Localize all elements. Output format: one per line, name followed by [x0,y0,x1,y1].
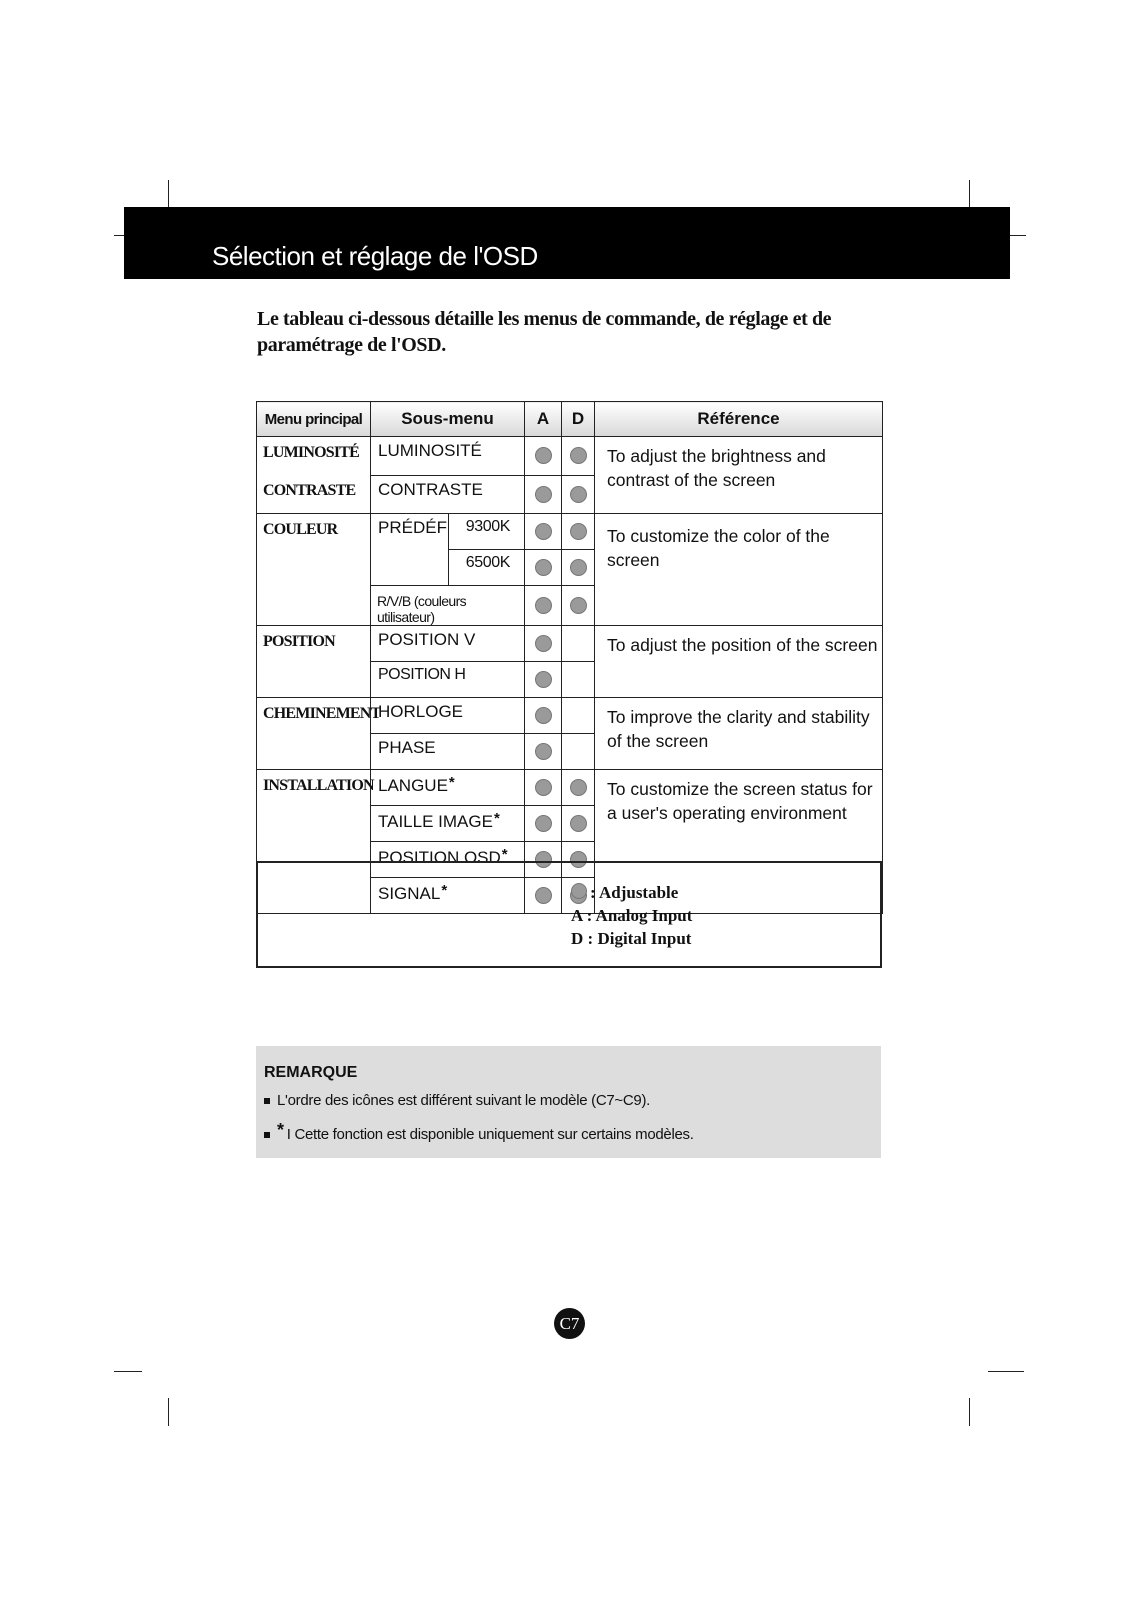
cell-d-langue [562,770,595,806]
legend-adjustable-label: : Adjustable [590,883,679,902]
adjustable-dot-icon [535,486,552,503]
cell-a-langue [525,770,562,806]
cell-d-position-h [562,662,595,698]
cell-a-luminosite [525,437,562,476]
cell-a-horloge [525,698,562,734]
adjustable-dot-icon [535,815,552,832]
remark-item-text: L'ordre des icônes est différent suivant le modèle (C7~C9). [277,1092,651,1109]
cell-d-contraste [562,475,595,514]
submenu-langue [371,770,525,806]
osd-table [256,401,883,914]
cell-a-phase [525,734,562,770]
submenu-langue-label: LANGUE [378,776,448,795]
main-menu-position: POSITION [257,626,371,698]
submenu-horloge: HORLOGE [371,698,525,734]
remark-item-text: I Cette fonction est disponible uniquement sur certains modèles. [286,1126,694,1143]
reference-tracking: To improve the clarity and stability of the screen [595,698,883,770]
reference-color: To customize the color of the screen [595,514,883,626]
asterisk-mark: * [501,846,508,863]
legend-adjustable [571,881,692,904]
submenu-predef: PRÉDÉF [371,514,449,586]
legend-lines [571,881,692,950]
cell-d-phase [562,734,595,770]
crop-mark [969,1398,970,1426]
adjustable-dot-icon [535,707,552,724]
crop-mark [168,1398,169,1426]
submenu-position-osd-label: POSITION OSD [378,848,501,867]
crop-mark [114,1371,142,1372]
cell-a-rvb [525,586,562,626]
crop-mark [988,1371,1024,1372]
main-menu-cheminement: CHEMINEMENT [257,698,371,770]
adjustable-dot-icon [570,597,587,614]
header-digital: D [562,402,595,437]
submenu-6500k: 6500K [449,550,525,586]
submenu-contraste: CONTRASTE [371,475,525,514]
adjustable-dot-icon [535,559,552,576]
adjustable-dot-icon [570,559,587,576]
submenu-signal-label: SIGNAL [378,884,441,903]
header-main-menu: Menu principal [257,402,371,437]
main-menu-contraste: CONTRASTE [257,475,371,514]
header-reference: Référence [595,402,883,437]
asterisk-mark: * [277,1120,284,1140]
title-bar [124,207,1010,279]
cell-d-luminosite [562,437,595,476]
submenu-phase: PHASE [371,734,525,770]
adjustable-dot-icon [535,447,552,464]
submenu-luminosite: LUMINOSITÉ [371,437,525,476]
cell-a-position-h [525,662,562,698]
main-menu-couleur: COULEUR [257,514,371,626]
adjustable-dot-icon [535,597,552,614]
adjustable-dot-icon [570,779,587,796]
cell-a-6500k [525,550,562,586]
cell-a-contraste [525,475,562,514]
adjustable-dot-icon [571,883,587,899]
crop-mark [168,180,169,208]
cell-d-taille-image [562,806,595,842]
cell-d-rvb [562,586,595,626]
adjustable-dot-icon [535,779,552,796]
cell-a-taille-image [525,806,562,842]
legend-digital: D : Digital Input [571,929,692,948]
legend-box [256,861,882,968]
intro-text: Le tableau ci-dessous détaille les menus de commande, de réglage et de paramétrage de l'OSD. [257,308,832,356]
cell-d-9300k [562,514,595,550]
main-menu-installation: INSTALLATION [257,770,371,914]
page-number: C7 [554,1308,585,1339]
legend-analog: A : Analog Input [571,906,693,925]
cell-d-horloge [562,698,595,734]
bullet-icon [264,1098,270,1104]
bullet-icon [264,1132,270,1138]
cell-a-position-v [525,626,562,662]
adjustable-dot-icon [535,523,552,540]
adjustable-dot-icon [535,671,552,688]
submenu-9300k: 9300K [449,514,525,550]
cell-d-6500k [562,550,595,586]
adjustable-dot-icon [535,635,552,652]
submenu-rvb: R/V/B (couleurs utilisateur) [371,586,525,626]
cell-d-position-v [562,626,595,662]
header-sub-menu: Sous-menu [371,402,525,437]
submenu-taille-image [371,806,525,842]
main-menu-luminosite: LUMINOSITÉ [257,437,371,476]
adjustable-dot-icon [570,815,587,832]
cell-a-9300k [525,514,562,550]
asterisk-mark: * [448,774,455,791]
submenu-position-v: POSITION V [371,626,525,662]
crop-mark [969,180,970,208]
asterisk-mark: * [441,882,448,899]
page-title: Sélection et réglage de l'OSD [212,241,538,271]
submenu-position-h: POSITION H [371,662,525,698]
reference-position: To adjust the position of the screen [595,626,883,698]
adjustable-dot-icon [570,486,587,503]
header-analog: A [525,402,562,437]
remark-title: REMARQUE [264,1064,358,1081]
submenu-taille-image-label: TAILLE IMAGE [378,812,493,831]
adjustable-dot-icon [570,523,587,540]
asterisk-mark: * [493,810,500,827]
osd-table-wrapper [256,401,882,914]
adjustable-dot-icon [535,743,552,760]
remark-item [264,1092,650,1109]
remark-box [256,1046,881,1158]
reference-brightness: To adjust the brightness and contrast of the screen [595,437,883,514]
reference-setup: To customize the screen status for a user's operating environment [595,770,883,914]
adjustable-dot-icon [570,447,587,464]
remark-item [264,1120,694,1143]
